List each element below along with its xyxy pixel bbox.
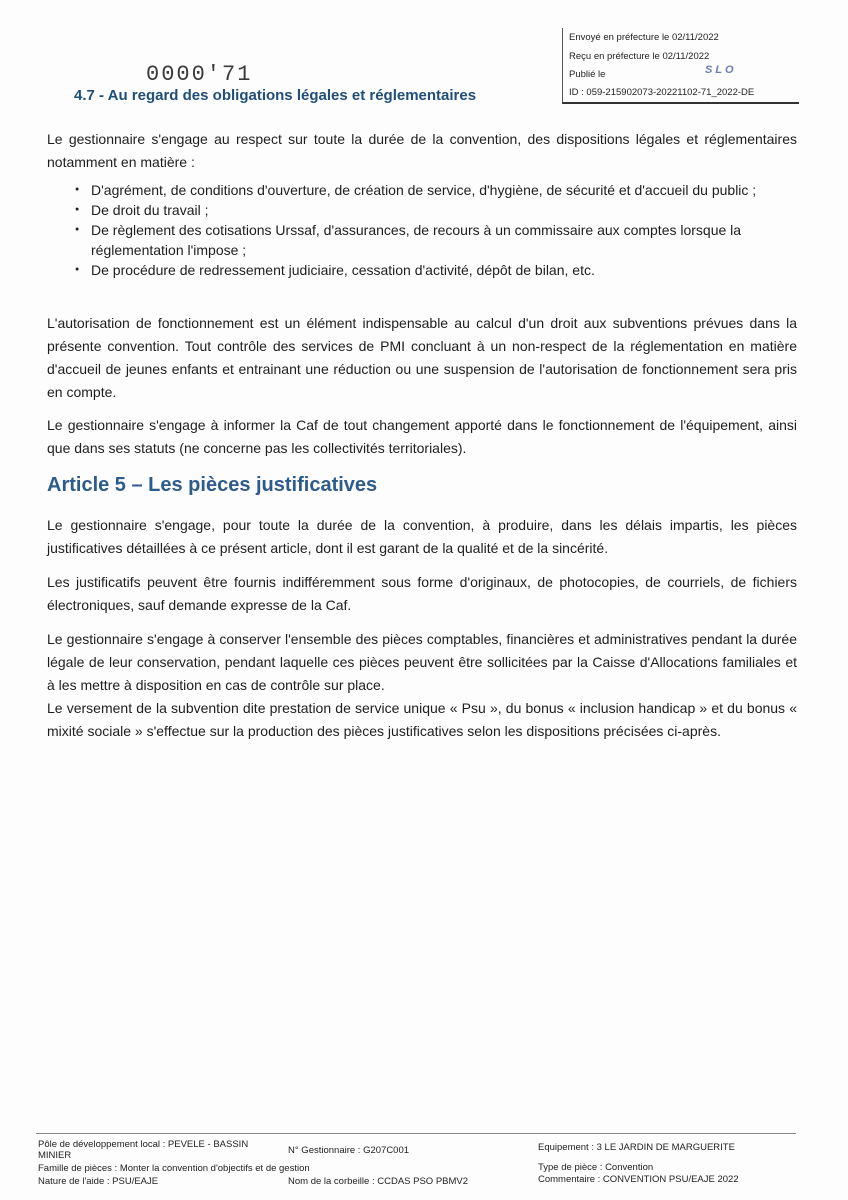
footer-pole: Pôle de développement local : PEVELE - BASSIN MINIER [38,1139,249,1161]
list-item: ● De droit du travail ; [75,200,797,220]
footer-corbeille: Nom de la corbeille : CCDAS PSO PBMV2 [288,1176,469,1187]
act-id: ID : 059-215902073-20221102-71_2022-DE [569,87,755,98]
footer-divider [36,1133,796,1134]
footer-equipement: Equipement : 3 LE JARDIN DE MARGUERITE [538,1142,735,1153]
footer-commentaire: Commentaire : CONVENTION PSU/EAJE 2022 [538,1174,739,1185]
conserve-paragraph: Le gestionnaire s'engage à conserver l'ensemble des pièces comptables, financières et administratives pendant la durée légale de leur conservation, pendant laquelle ces pièces peuvent être sollicitées par la Caisse d'Allocations familiales et à les mettre à disposition en cas de contrôle sur place. [47,631,797,693]
footer-gestionnaire: N° Gestionnaire : G207C001 [288,1145,410,1156]
footer-nature: Nature de l'aide : PSU/EAJE [38,1176,159,1187]
stamp-number: 0000'71 [146,62,253,87]
prefecture-stamp [562,28,799,104]
formats-paragraph: Les justificatifs peuvent être fournis indifféremment sous forme d'originaux, de photocopies, de courriels, de fichiers électroniques, sauf demande expresse de la Caf. [47,574,797,613]
obligations-list [75,180,797,280]
section-heading: 4.7 - Au regard des obligations légales et réglementaires [74,87,477,104]
slo-logo: SLO [705,64,737,76]
intro-paragraph: Le gestionnaire s'engage au respect sur toute la durée de la convention, des dispositions légales et réglementaires notamment en matière : [47,131,797,170]
inform-paragraph: Le gestionnaire s'engage à informer la Caf de tout changement apporté dans le fonctionnement de l'équipement, ainsi que dans ses statuts (ne concerne pas les collectivités territoriales). [47,417,797,456]
authorisation-paragraph: L'autorisation de fonctionnement est un élément indispensable au calcul d'un droit aux subventions prévues dans la présente convention. Tout contrôle des services de PMI concluant à un non-respect de la réglementation en matière d'accueil de jeunes enfants et entrainant une réduction ou une suspension de l'autorisation de fonctionnement sera pris en compte. [47,315,797,400]
list-item: ● D'agrément, de conditions d'ouverture, de création de service, d'hygiène, de sécurité et d'accueil du public ; [75,180,797,200]
received-date: Reçu en préfecture le 02/11/2022 [569,51,710,62]
sent-date: Envoyé en préfecture le 02/11/2022 [569,32,719,43]
footer-type-piece: Type de pièce : Convention [538,1162,654,1173]
article-title: Article 5 – Les pièces justificatives [47,474,378,496]
list-item: ● De procédure de redressement judiciaire, cessation d'activité, dépôt de bilan, etc. [75,260,797,280]
produce-paragraph: Le gestionnaire s'engage, pour toute la durée de la convention, à produire, dans les délais impartis, les pièces justificatives détaillées à ce présent article, dont il est garant de la qualité et de la sincérité. [47,517,797,556]
footer-famille: Famille de pièces : Monter la convention d'objectifs et de gestion [38,1163,310,1174]
payment-paragraph: Le versement de la subvention dite prestation de service unique « Psu », du bonus « inclusion handicap » et du bonus « mixité sociale » s'effectue sur la production des pièces justificatives selon les dispositions précisées ci-après. [47,700,797,739]
list-item: ● De règlement des cotisations Urssaf, d'assurances, de recours à un commissaire aux comptes lorsque la réglementation l'impose ; [75,220,797,260]
published-label: Publié le [569,69,606,80]
